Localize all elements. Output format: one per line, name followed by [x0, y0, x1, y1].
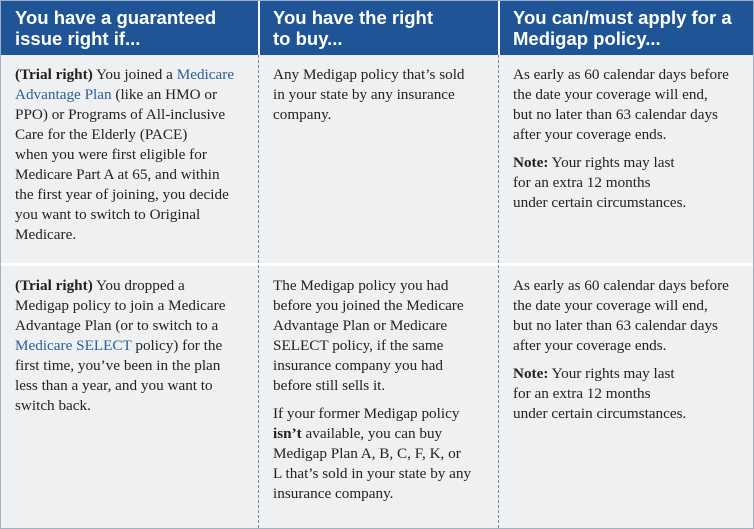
cell-text: for an extra 12 months: [513, 385, 651, 402]
cell-text: before still sells it.: [273, 377, 386, 394]
cell-text: Advantage Plan or Medicare: [273, 317, 448, 334]
table-header: [1, 1, 753, 55]
cell-text: As early as 60 calendar days before: [513, 66, 729, 83]
cell-text: first time, you’ve been in the plan: [15, 357, 221, 374]
trial-right-label: (Trial right): [15, 66, 93, 83]
row1-condition: [1, 55, 259, 245]
cell-text: Your rights may last: [548, 365, 675, 382]
row2-right-to-buy: [259, 266, 499, 504]
cell-text: If your former Medigap policy: [273, 405, 460, 422]
medicare-advantage-plan-link[interactable]: Advantage Plan: [15, 86, 112, 103]
header-right-to-buy: [259, 1, 499, 55]
cell-text: SELECT policy, if the same: [273, 337, 444, 354]
cell-text: you want to switch to Original: [15, 206, 201, 223]
cell-text: but no later than 63 calendar days: [513, 317, 718, 334]
row1-right-to-buy: [259, 55, 499, 125]
cell-text: Medicare.: [15, 226, 77, 243]
header-line: You have a guaranteed: [15, 7, 217, 28]
note-label: Note:: [513, 365, 549, 382]
medicare-select-link[interactable]: Medicare SELECT: [15, 337, 132, 354]
header-line: You have the right: [273, 7, 434, 28]
cell-text: under certain circumstances.: [513, 405, 687, 422]
row1-apply-timing: [499, 55, 753, 213]
cell-text: the date your coverage will end,: [513, 297, 708, 314]
cell-text: You dropped a: [92, 277, 185, 294]
cell-text: Any Medigap policy that’s sold: [273, 66, 465, 83]
header-line: issue right if...: [15, 28, 141, 49]
column-divider: [498, 55, 499, 528]
cell-text: Advantage Plan (or to switch to a: [15, 317, 219, 334]
row2-condition: [1, 266, 259, 416]
medicare-advantage-plan-link[interactable]: Medicare: [176, 66, 235, 83]
cell-text: under certain circumstances.: [513, 194, 687, 211]
cell-text: in your state by any insurance: [273, 86, 455, 103]
cell-text: the first year of joining, you decide: [15, 186, 229, 203]
cell-text: but no later than 63 calendar days: [513, 106, 718, 123]
cell-text: Your rights may last: [548, 154, 675, 171]
table-row: [1, 55, 753, 264]
header-line: You can/must apply for a: [513, 7, 732, 28]
note: [513, 364, 745, 424]
cell-text: for an extra 12 months: [513, 174, 651, 191]
cell-text: The Medigap policy you had: [273, 277, 449, 294]
cell-text: PPO) or Programs of All-inclusive: [15, 106, 226, 123]
cell-text: available, you can buy: [301, 425, 443, 442]
table-row: [1, 266, 753, 528]
note: [513, 153, 745, 213]
cell-text: insurance company you had: [273, 357, 443, 374]
cell-text: before you joined the Medicare: [273, 297, 464, 314]
cell-text: (like an HMO or: [111, 86, 218, 103]
emphasis-text: isn’t: [273, 425, 302, 442]
cell-text: As early as 60 calendar days before: [513, 277, 729, 294]
header-line: to buy...: [273, 28, 343, 49]
cell-text: policy) for the: [131, 337, 223, 354]
header-apply-timing: [499, 1, 753, 55]
column-divider: [258, 55, 259, 528]
header-guaranteed-issue: [1, 1, 259, 55]
cell-text: Medigap Plan A, B, C, F, K, or: [273, 445, 461, 462]
cell-text: when you were first eligible for: [15, 146, 207, 163]
cell-text: Medicare Part A at 65, and within: [15, 166, 220, 183]
cell-text: the date your coverage will end,: [513, 86, 708, 103]
cell-text: after your coverage ends.: [513, 337, 667, 354]
cell-text: You joined a: [92, 66, 177, 83]
row2-apply-timing: [499, 266, 753, 424]
header-line: Medigap policy...: [513, 28, 661, 49]
cell-text: Care for the Elderly (PACE): [15, 126, 188, 143]
cell-text: company.: [273, 106, 332, 123]
cell-text: L that’s sold in your state by any: [273, 465, 472, 482]
cell-text: less than a year, and you want to: [15, 377, 213, 394]
note-label: Note:: [513, 154, 549, 171]
trial-right-label: (Trial right): [15, 277, 93, 294]
cell-text: switch back.: [15, 397, 91, 414]
cell-text: Medigap policy to join a Medicare: [15, 297, 226, 314]
cell-text: insurance company.: [273, 485, 394, 502]
cell-text: after your coverage ends.: [513, 126, 667, 143]
